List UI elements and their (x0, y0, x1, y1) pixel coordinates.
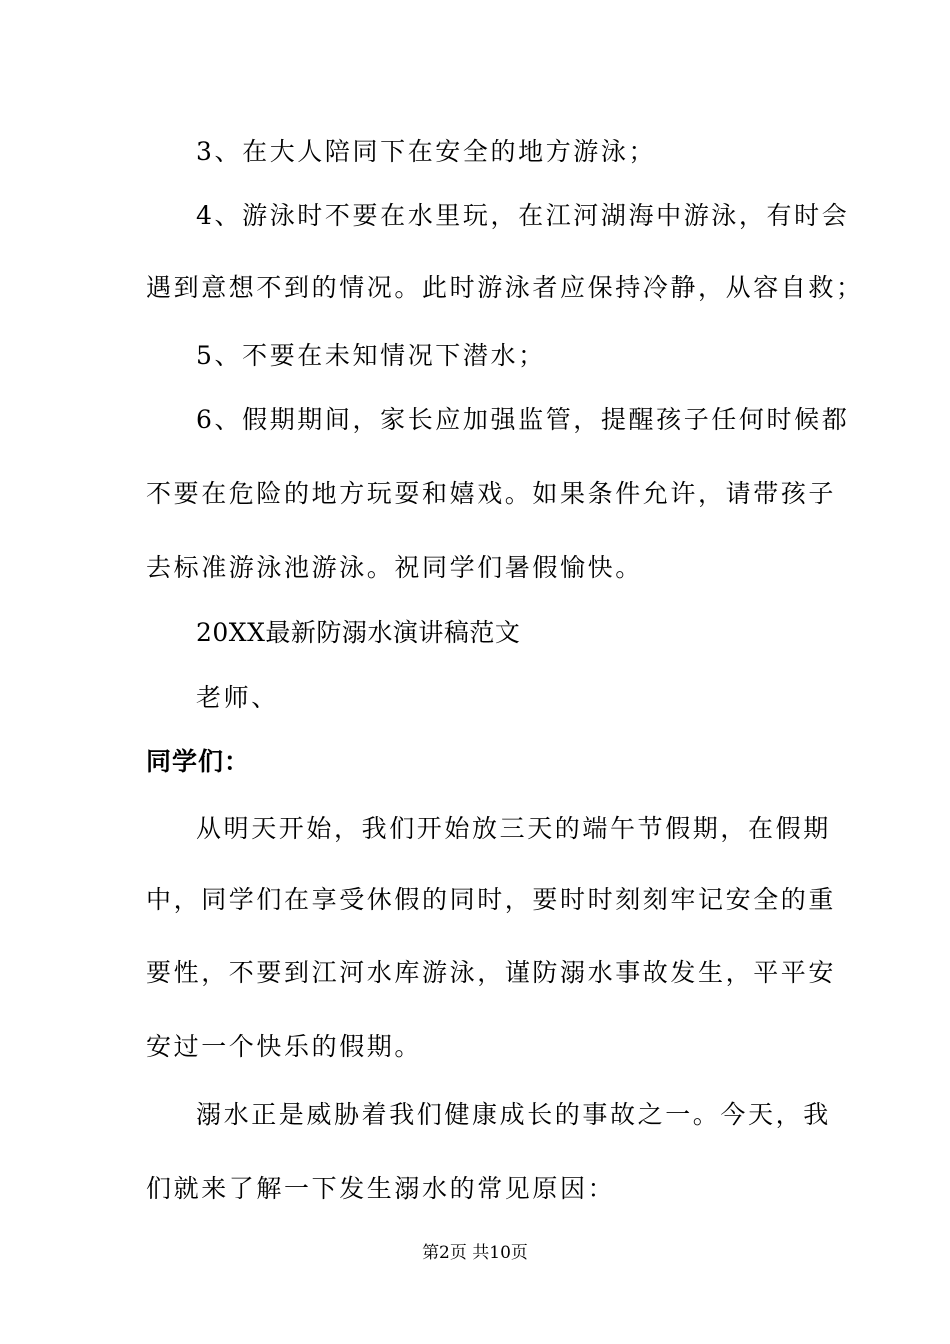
paragraph-2-line-2: 们就来了解一下发生溺水的常见原因： (146, 1174, 616, 1203)
salutation-teachers: 老师、 (196, 683, 279, 712)
salutation-students: 同学们： (146, 747, 251, 776)
list-item-4-line-2: 遇到意想不到的情况。此时游泳者应保持冷静，从容自救； (146, 273, 864, 302)
paragraph-1-line-3: 要性，不要到江河水库游泳，谨防溺水事故发生，平平安 (146, 958, 837, 987)
paragraph-1-line-2: 中，同学们在享受休假的同时，要时时刻刻牢记安全的重 (146, 885, 837, 914)
list-item-6-line-3: 去标准游泳池游泳。祝同学们暑假愉快。 (146, 553, 643, 582)
paragraph-1-line-1: 从明天开始，我们开始放三天的端午节假期，在假期 (196, 814, 831, 843)
list-item-6-line-1: 6、假期期间，家长应加强监管，提醒孩子任何时候都 (196, 405, 850, 434)
list-item-5: 5、不要在未知情况下潜水； (196, 341, 546, 370)
page-number-footer: 第2页 共10页 (422, 1243, 528, 1263)
paragraph-1-line-4: 安过一个快乐的假期。 (146, 1032, 423, 1061)
section-title: 20XX最新防溺水演讲稿范文 (196, 618, 521, 647)
list-item-3: 3、在大人陪同下在安全的地方游泳； (196, 137, 657, 166)
list-item-4-line-1: 4、游泳时不要在水里玩，在江河湖海中游泳，有时会 (196, 201, 850, 230)
list-item-6-line-2: 不要在危险的地方玩耍和嬉戏。如果条件允许，请带孩子 (146, 479, 837, 508)
paragraph-2-line-1: 溺水正是威胁着我们健康成长的事故之一。今天，我 (196, 1100, 831, 1129)
